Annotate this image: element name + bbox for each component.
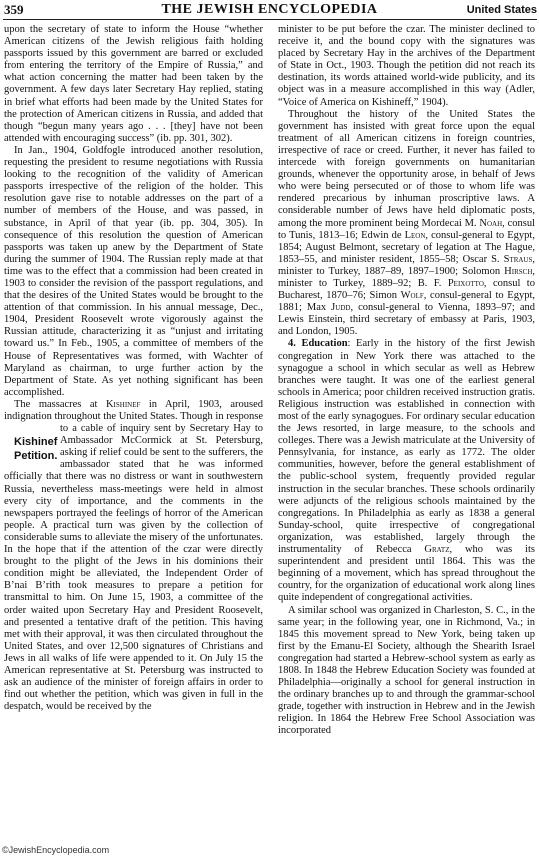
paragraph: A similar school was organized in Charleston, S. C., in the same year; in the following year, one in Richmond, Va.; in 1845 this movement spread to New York, being taken up first by the Emanu-El Society, although the Shearith Israel congregation had started a Hebrew-school system as early as 1808. In 1848 the Hebrew Education Society was founded at Philadelphia—originally a school for general instruction in the ordinary branches up to and through the grammar-school grade, together with instruction in Hebrew and in the Jewish religion. In 1864 the Hebrew Free School Association was incorporated bbox=[278, 604, 535, 737]
section-title: United States bbox=[466, 4, 537, 16]
section-heading-education: 4. Education bbox=[288, 338, 348, 350]
peixotto-link[interactable]: Peixotto bbox=[447, 277, 484, 289]
text-run: in April, 1903, aroused indignation throughout the United States. Though in response to a cable of inquiry sent by bbox=[4, 398, 264, 435]
paragraph bbox=[278, 109, 535, 339]
left-column bbox=[4, 24, 263, 713]
gratz-link[interactable]: Gratz bbox=[424, 544, 450, 556]
text-run: , consul to Tunis, 1813–16; Edwin de bbox=[278, 217, 535, 241]
text-run: , consul-general to Egypt, 1881; Max bbox=[278, 290, 535, 314]
noah-link[interactable]: Noah bbox=[479, 217, 503, 229]
paragraph: upon the secretary of state to inform the House “whether American citizens of the Jewish religious faith holding passports issued by this government are barred or excluded from entering the territory of the Empire of Russia,” and what action concerning the matter had been taken by the government. A few days later Secretary Hay replied, stating in brief what efforts had been made by the United States for the protection of American citizens in Russia, and added that though “begun many years ago . . . [they] have not been attended with encouraging success” (ib. pp. 301, 302). bbox=[4, 24, 263, 144]
paragraph: In Jan., 1904, Goldfogle introduced another resolution, requesting the president to resume negotiations with Russia looking to the recognition of the validity of American passports irrespective of the religion of the holder. This resolution gave rise to notable addresses on the part of a number of members of the House, and was passed, in substance, in April of that year (ib. pp. 304, 305). In consequence of this resolution the question of American passports was taken up anew by the Department of State during the summer of 1904. The Russian reply made at that time was to the effect that a commission had been created in 1903 to consider the revision of the passport regulations, and that the desires of the United States would be brought to the attention of that commission. In his annual message, Dec., 1904, President Roosevelt wrote vigorously against the Russian attitude, characterizing it as “unjust and irritating toward us.” In Feb., 1905, a committee of members of the House of Representatives was formed, with Wachter of Maryland as chairman, to urge further action by the Department of State. As yet nothing significant has been accomplished. bbox=[4, 144, 263, 398]
text-run: The massacres at bbox=[14, 398, 106, 410]
right-column bbox=[278, 24, 535, 738]
judd-link[interactable]: Judd bbox=[331, 302, 351, 314]
wolf-link[interactable]: Wolf bbox=[400, 290, 424, 302]
running-title: THE JEWISH ENCYCLOPEDIA bbox=[161, 2, 378, 17]
text-run: : Early in the history of the first Jewish congregation in New York there was attached to the synagogue a school in which secular as well as Hebrew branches were taught. It was one of the earliest general schools in America; poor children received instruction gratis. Religious instruction was established in connection with most of the early synagogues. For ordinary secular education the Jews resorted, in large measure, to the schools and colleges. There was a Jewish matriculate at the University of Pennsylvania, for instance, as early as 1772. The older communities, however, before the general establishment of the public-school system, frequently provided regular instruction in the secular branches. These schools ordinarily were adjuncts of the religious schools maintained by the congregations. In Philadelphia as early as 1838 a general Sunday-school, quite irrespective of congregational organization, was established, largely through the instrumentality of Rebecca bbox=[278, 338, 535, 556]
text-run: , minister to Turkey, 1887–89, 1897–1900; Solomon bbox=[278, 253, 535, 277]
paragraph bbox=[4, 399, 263, 713]
text-run: Throughout the history of the United States the government has insisted with great force upon the equal treatment of all American citizens in foreign countries, irrespective of race or creed. Further, it never has failed to intercede with foreign governments on humanitarian grounds, whenever the opportunity arose, in behalf of Jews who were being persecuted or of those to whom life was rendered precarious by inhuman proscriptive laws. A considerable number of Jews have held diplomatic posts, among the more prominent being Mordecai M. bbox=[278, 108, 535, 229]
hirsch-link[interactable]: Hirsch bbox=[504, 265, 533, 277]
paragraph bbox=[278, 338, 535, 604]
text-run: , who was its superintendent and president until 1864. This was the beginning of a movement, which has spread throughout the country, for the organization of educational work along lines quite independent of congregational activities. bbox=[278, 544, 535, 604]
footer-copyright: ©JewishEncyclopedia.com bbox=[2, 845, 110, 855]
text-run: , consul-general to Egypt, 1854; August Belmont, secretary of legation at The Hague, 1853–55, and minister resident, 1855–58; Oscar S. bbox=[278, 229, 535, 265]
text-run: Secretary Hay to Ambassador McCormick at St. Petersburg, asking if relief could be sent to the sufferers, the ambassador stated that he was informed officially that there was no distress or want in southwestern Russia, nevertheless mass-meetings were held in almost every city of importance, and the comments in the newspapers portrayed the feelings of horror of the American people. A practical turn was given by the collection of considerable sums to alleviate the misery of the unfortunates. In the hope that if the attention of the czar were directly brought to the plight of the Jews in his dominions their condition might be alleviated, the Independent Order of B’nai B’rith took measures to prepare a petition for transmittal to him. On June 15, 1903, a committee of the order waited upon Secretary Hay and President Roosevelt, and presented a tentative draft of the petition. This having met with their approval, it was then circulated throughout the United States, and over 12,500 signatures of Christians and Jews in all walks of life were appended to it. On July 15 the American representative at St. Petersburg was instructed to ask an audience of the minister of foreign affairs in order to find out whether the petition, which was given in full in the despatch, would be received by the bbox=[4, 423, 263, 713]
page-number: 359 bbox=[4, 2, 24, 17]
text-run: , consul-general to Vienna, 1893–97; and Lewis Einstein, third secretary of embassy at Paris, 1903, and London, 1905. bbox=[278, 302, 535, 338]
straus-link[interactable]: Straus bbox=[503, 253, 533, 265]
kishinef-link[interactable]: Kishinef bbox=[105, 398, 141, 410]
side-heading-line: Kishinef bbox=[14, 436, 58, 449]
side-heading bbox=[4, 435, 58, 463]
header-rule bbox=[3, 19, 537, 20]
leon-link[interactable]: Leon bbox=[404, 229, 426, 241]
text-run: , consul to Bucharest, 1870–76; Simon bbox=[278, 277, 535, 302]
side-heading-line: Petition. bbox=[14, 450, 58, 463]
text-run: , minister to Turkey, 1889–92; B. F. bbox=[278, 265, 535, 289]
paragraph: minister to be put before the czar. The minister declined to receive it, and the bound copy with the signatures was placed by Secretary Hay in the archives of the Department of State in Oct., 1903. Though the petition did not reach its destination, its words attained world-wide publicity, and its object was in a measure accomplished in this way (Adler, “Voice of America on Kishineff,” 1904). bbox=[278, 24, 535, 108]
